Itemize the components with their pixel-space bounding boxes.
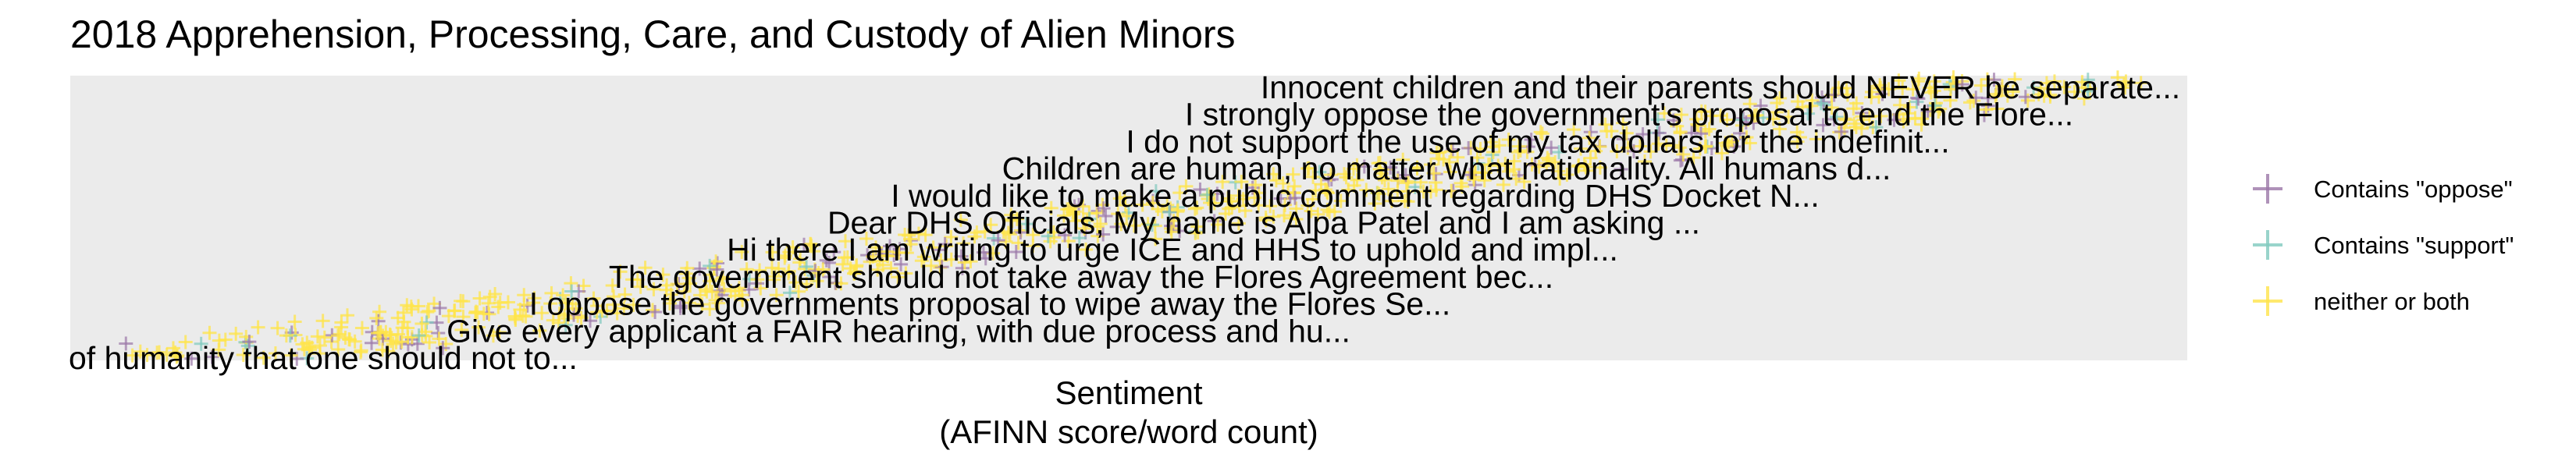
legend-label-neither: neither or both bbox=[2314, 288, 2470, 315]
x-axis-title: Sentiment bbox=[1055, 374, 1203, 411]
chart-title: 2018 Apprehension, Processing, Care, and Custody of Alien Minors bbox=[70, 12, 1236, 56]
legend-label-support: Contains "support" bbox=[2314, 232, 2514, 259]
comment-label: The government should not take away the Flores Agreement bec... bbox=[608, 258, 1554, 295]
legend-item-neither bbox=[2253, 286, 2470, 316]
legend-key-neither bbox=[2253, 286, 2282, 316]
comment-label: Dear DHS Officials, My name is Alpa Patel and I am asking ... bbox=[827, 204, 1701, 241]
legend-key-oppose bbox=[2253, 174, 2282, 204]
legend-item-oppose bbox=[2253, 174, 2513, 204]
legend bbox=[2253, 174, 2514, 316]
comment-label: Innocent children and their parents should NEVER be separate... bbox=[1260, 69, 2181, 105]
comment-label: I do not support the use of my tax dollars for the indefinit... bbox=[1126, 123, 1950, 160]
comment-label: Give every applicant a FAIR hearing, with due process and hu... bbox=[447, 313, 1350, 349]
comment-label: I strongly oppose the government's proposal to end the Flore... bbox=[1184, 96, 2074, 133]
x-axis-subtitle: (AFINN score/word count) bbox=[939, 413, 1318, 450]
legend-item-support bbox=[2253, 230, 2514, 260]
comment-label: I would like to make a public comment regarding DHS Docket N... bbox=[891, 177, 1820, 214]
legend-key-support bbox=[2253, 230, 2282, 260]
comment-label: Children are human, no matter what nationality. All humans d... bbox=[1002, 151, 1891, 187]
comment-label: Hi there I am writing to urge ICE and HHS to uphold and impl... bbox=[727, 232, 1618, 268]
comment-label: of humanity that one should not to... bbox=[69, 340, 578, 376]
legend-label-oppose: Contains "oppose" bbox=[2314, 176, 2513, 203]
comment-label: I oppose the governments proposal to wipe away the Flores Se... bbox=[528, 285, 1451, 322]
